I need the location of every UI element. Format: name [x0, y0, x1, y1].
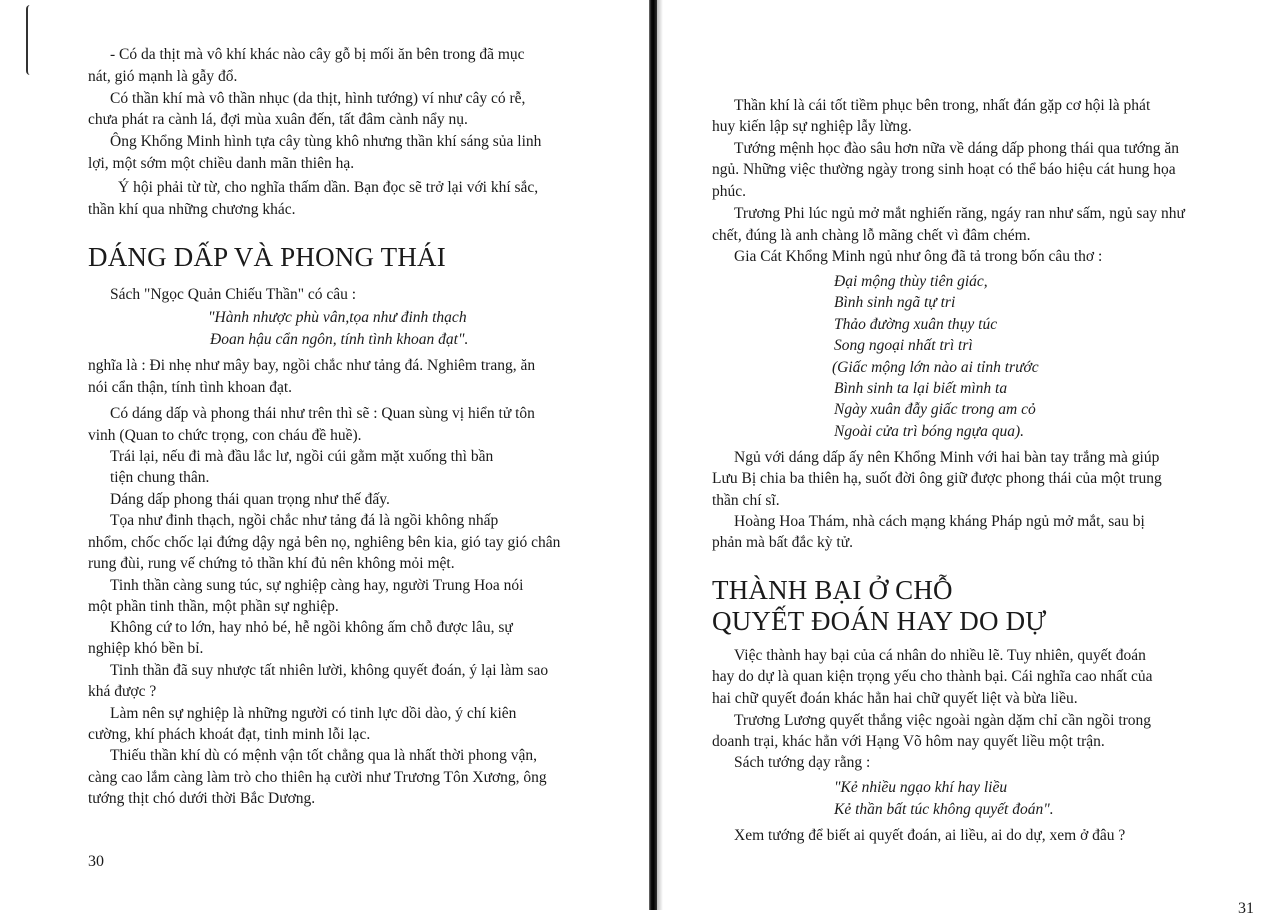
- paragraph-line: - Có da thịt mà vô khí khác nào cây gỗ bị mối ăn bên trong đã mục: [110, 46, 525, 63]
- paragraph-line: Việc thành hay bại của cá nhân do nhiều lẽ. Tuy nhiên, quyết đoán: [734, 647, 1146, 664]
- page-number: 31: [1238, 900, 1254, 917]
- paragraph-line: Trái lại, nếu đi mà đầu lắc lư, ngồi cúi gằm mặt xuống thì bần: [110, 448, 494, 465]
- paragraph-line: Dáng dấp phong thái quan trọng như thế đấy.: [110, 491, 390, 508]
- paragraph-line: phúc.: [712, 183, 747, 200]
- paragraph-line: chết, đúng là anh chàng lỗ mãng chết vì đâm chém.: [712, 227, 1031, 244]
- verse-line: Bình sinh ngã tự tri: [834, 294, 956, 311]
- verse-line: "Hành nhược phù vân,tọa như đinh thạch: [208, 309, 467, 326]
- paragraph-line: Tinh thần đã suy nhược tất nhiên lười, không quyết đoán, ý lại làm sao: [110, 662, 549, 679]
- verse-line: Đại mộng thùy tiên giác,: [834, 273, 988, 290]
- paragraph-line: doanh trại, khác hẳn với Hạng Võ hôm nay quyết liều một trận.: [712, 733, 1105, 750]
- paragraph-line: cường, khí phách khoát đạt, tinh minh lỗi lạc.: [88, 726, 371, 743]
- verse-line: Song ngoại nhất trì trì: [834, 337, 973, 354]
- paragraph-line: Ngủ với dáng dấp ấy nên Khổng Minh với hai bàn tay trắng mà giúp: [734, 449, 1160, 466]
- paragraph-line: Tướng mệnh học đào sâu hơn nữa về dáng dấp phong thái qua tướng ăn: [734, 140, 1179, 157]
- paragraph-line: huy kiến lập sự nghiệp lẫy lừng.: [712, 118, 912, 135]
- verse-line: Đoan hậu cẩn ngôn, tính tình khoan đạt".: [210, 331, 469, 348]
- paragraph-line: vinh (Quan to chức trọng, con cháu đề huề).: [88, 427, 362, 444]
- right-page: [660, 0, 1280, 917]
- paragraph-line: Tinh thần càng sung túc, sự nghiệp càng hay, người Trung Hoa nói: [110, 577, 524, 594]
- paragraph-line: ngủ. Những việc thường ngày trong sinh hoạt có thể báo hiệu cát hung họa: [712, 161, 1176, 178]
- paragraph-line: Xem tướng để biết ai quyết đoán, ai liều, ai do dự, xem ở đâu ?: [734, 827, 1126, 844]
- verse-line: (Giấc mộng lớn nào ai tỉnh trước: [832, 359, 1039, 376]
- verse-line: Thảo đường xuân thụy túc: [834, 316, 998, 333]
- verse-line: "Kẻ nhiều ngạo khí hay liều: [834, 779, 1008, 796]
- page-number: 30: [88, 853, 104, 870]
- paragraph-line: tiện chung thân.: [110, 469, 210, 486]
- paragraph-line: Thiếu thần khí dù có mệnh vận tốt chẳng qua là nhất thời phong vận,: [110, 747, 538, 764]
- paragraph-line: Ông Khổng Minh hình tựa cây tùng khô nhưng thần khí sáng sủa linh: [110, 133, 542, 150]
- verse-line: Kẻ thần bất túc không quyết đoán".: [834, 801, 1054, 818]
- paragraph-line: Thần khí là cái tốt tiềm phục bên trong, nhất đán gặp cơ hội là phát: [734, 97, 1151, 114]
- paragraph-line: Làm nên sự nghiệp là những người có tinh lực dồi dào, ý chí kiên: [110, 705, 517, 722]
- paragraph-line: một phần tinh thần, một phần sự nghiệp.: [88, 598, 339, 615]
- paragraph-line: hai chữ quyết đoán khác hẳn hai chữ quyết liệt và bừa liều.: [712, 690, 1078, 707]
- paragraph-line: nhổm, chốc chốc lại đứng dậy ngả bên nọ, nghiêng bên kia, gió tay gió chân: [88, 534, 561, 551]
- paragraph-line: Không cứ to lớn, hay nhỏ bé, hễ ngồi không ấm chỗ được lâu, sự: [110, 619, 513, 636]
- paragraph-line: càng cao lắm càng làm trò cho thiên hạ cười như Trương Tôn Xương, ông: [88, 769, 547, 786]
- paragraph-line: thần chí sĩ.: [712, 492, 780, 509]
- paragraph-line: lợi, một sớm một chiều danh mãn thiên hạ.: [88, 155, 355, 172]
- paragraph-line: nói cẩn thận, tính tình khoan đạt.: [88, 379, 293, 396]
- verse-line: Bình sinh ta lại biết mình ta: [834, 380, 1008, 397]
- section-heading: DÁNG DẤP VÀ PHONG THÁI: [88, 242, 446, 272]
- verse-line: Ngoài cửa trì bóng ngựa qua).: [834, 423, 1024, 440]
- paragraph-line: rung đùi, rung vế chứng tỏ thần khí đủ nên không mỏi mệt.: [88, 555, 455, 572]
- paragraph-line: thần khí qua những chương khác.: [88, 201, 296, 218]
- paragraph-line: tướng thịt chó dưới thời Bắc Dương.: [88, 790, 316, 807]
- section-heading: THÀNH BẠI Ở CHỖ: [712, 575, 953, 605]
- paragraph-line: nghĩa là : Đi nhẹ như mây bay, ngồi chắc như tảng đá. Nghiêm trang, ăn: [88, 357, 536, 374]
- paragraph-line: nghiệp khó bền bỉ.: [88, 640, 204, 657]
- paragraph-line: khá được ?: [88, 683, 157, 700]
- paragraph-line: Trương Phi lúc ngủ mở mắt nghiến răng, ngáy ran như sấm, ngủ say như: [734, 205, 1185, 222]
- paragraph-line: Sách "Ngọc Quản Chiếu Thần" có câu :: [110, 286, 357, 303]
- paragraph-line: chưa phát ra cành lá, đợi mùa xuân đến, tất đâm cành nẩy nụ.: [88, 111, 468, 128]
- paragraph-line: Hoàng Hoa Thám, nhà cách mạng kháng Pháp ngủ mở mắt, sau bị: [734, 513, 1145, 530]
- paragraph-line: Có thần khí mà vô thần nhục (da thịt, hình tướng) ví như cây có rễ,: [110, 90, 526, 107]
- paragraph-line: phản mà bất đắc kỳ tử.: [712, 534, 853, 551]
- paragraph-line: Trương Lương quyết thắng việc ngoài ngàn dặm chỉ cần ngồi trong: [734, 712, 1152, 729]
- paragraph-line: hay do dự là quan kiện trọng yếu cho thành bại. Cái nghĩa cao nhất của: [712, 668, 1153, 685]
- verse-line: Ngày xuân đẫy giấc trong am cỏ: [834, 401, 1036, 418]
- paragraph-line: Gia Cát Khổng Minh ngủ như ông đã tả trong bốn câu thơ :: [734, 248, 1103, 265]
- section-heading: QUYẾT ĐOÁN HAY DO DỰ: [712, 606, 1047, 636]
- book-spine: [649, 0, 657, 910]
- paragraph-line: Lưu Bị chia ba thiên hạ, suốt đời ông giữ được phong thái của một trung: [712, 470, 1162, 487]
- paragraph-line: nát, gió mạnh là gẫy đổ.: [88, 68, 238, 85]
- paragraph-line: Ý hội phải từ từ, cho nghĩa thấm dần. Bạn đọc sẽ trở lại với khí sắc,: [118, 179, 539, 196]
- paragraph-line: Sách tướng dạy rằng :: [734, 754, 871, 771]
- paragraph-line: Tọa như đinh thạch, ngồi chắc như tảng đá là ngồi không nhấp: [110, 512, 499, 529]
- paragraph-line: Có dáng dấp và phong thái như trên thì sẽ : Quan sùng vị hiển tử tôn: [110, 405, 535, 422]
